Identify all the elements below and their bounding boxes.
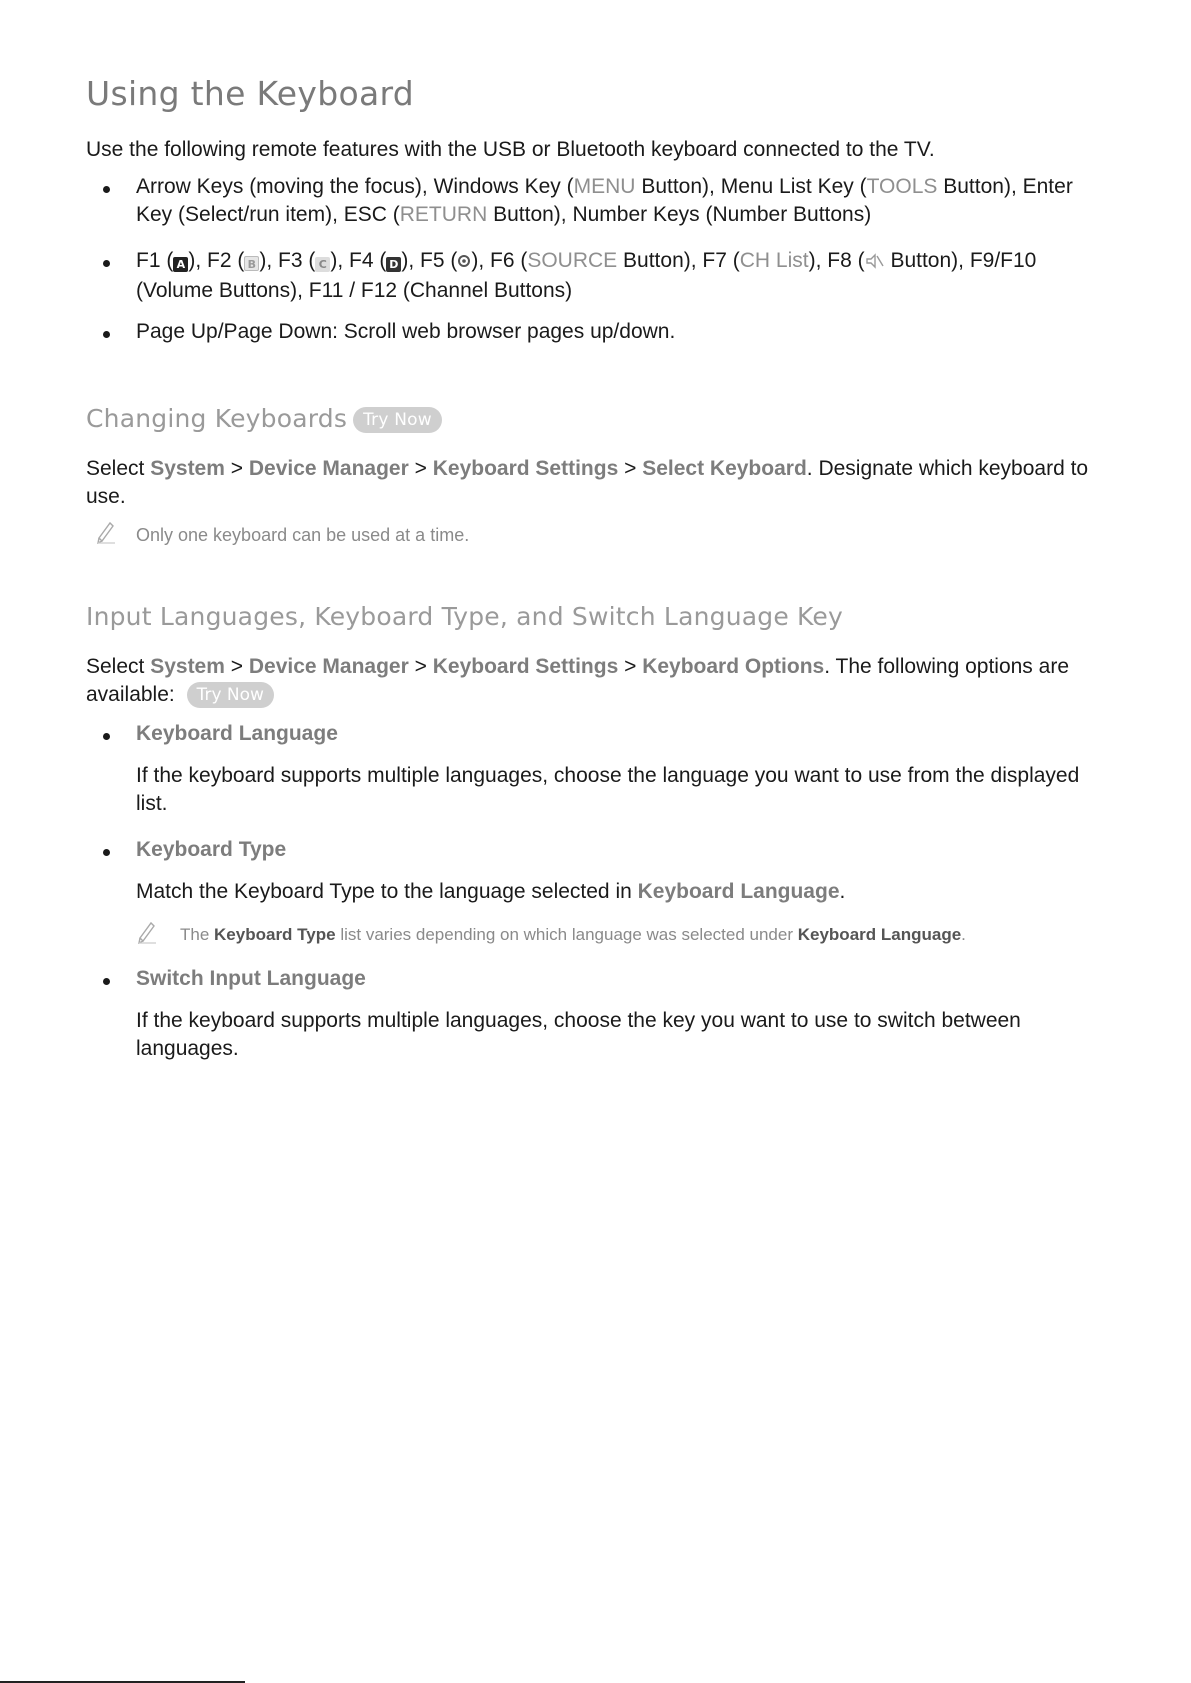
intro-text: Use the following remote features with the USB or Bluetooth keyboard connected to the TV. [86, 138, 935, 161]
return-button-ref: RETURN [399, 203, 488, 226]
section2-instructions [86, 653, 1116, 709]
bullet-dot [103, 331, 110, 338]
bullet-dot [103, 849, 110, 856]
try-now-button[interactable]: Try Now [187, 682, 274, 708]
text-span: ), F2 ( [188, 249, 245, 272]
path-separator: > [224, 655, 249, 678]
pencil-note-icon [95, 518, 117, 544]
menu-path-keyboard-settings: Keyboard Settings [432, 457, 619, 480]
note-bold-keyboard-type: Keyboard Type [214, 925, 336, 944]
bullet-dot [103, 260, 110, 267]
text-span: F1 ( [136, 249, 174, 272]
text-span: ), F3 ( [259, 249, 316, 272]
menu-path-system: System [150, 655, 225, 678]
text-span: . [961, 925, 966, 944]
text-span: list varies depending on which language was selected under [335, 925, 798, 944]
text-span: Select [86, 655, 151, 678]
text-span: . The following options are available: [86, 655, 1069, 706]
a-button-icon: A [173, 257, 188, 272]
path-separator: > [618, 655, 643, 678]
bullet-page-up-down: Page Up/Page Down: Scroll web browser pages up/down. [136, 320, 676, 343]
section1-note: Only one keyboard can be used at a time. [136, 525, 470, 545]
path-separator: > [408, 457, 433, 480]
text-span: Button), Number Keys (Number Buttons) [487, 203, 872, 226]
section-heading-input-languages: Input Languages, Keyboard Type, and Switch Language Key [86, 602, 843, 631]
text-span: Button), F7 ( [617, 249, 740, 272]
page-title: Using the Keyboard [86, 74, 415, 113]
option-label-keyboard-language: Keyboard Language [136, 722, 338, 745]
text-span: Arrow Keys (moving the focus), Windows Key ( [136, 175, 574, 198]
option-desc-keyboard-type [136, 878, 1096, 906]
try-now-button[interactable]: Try Now [353, 407, 442, 433]
mute-speaker-icon [865, 249, 885, 277]
section1-instructions [86, 455, 1116, 511]
menu-button-ref: MENU [573, 175, 636, 198]
text-span: . Designate which keyboard to use. [86, 457, 1089, 508]
path-separator: > [408, 655, 433, 678]
c-button-icon: C [315, 257, 330, 272]
settings-gear-icon [457, 249, 471, 277]
bullet-dot [103, 733, 110, 740]
text-span: ), F5 ( [401, 249, 458, 272]
path-separator: > [224, 457, 249, 480]
d-button-icon: D [386, 257, 401, 272]
text-span: Button), Menu List Key ( [635, 175, 867, 198]
path-separator: > [618, 457, 643, 480]
section-heading-changing-keyboards [86, 404, 442, 433]
pencil-note-icon [136, 918, 158, 944]
menu-path-select-keyboard: Select Keyboard [642, 457, 807, 480]
keyboard-language-ref: Keyboard Language [637, 880, 840, 903]
text-span: Button), Enter Key (Select/run item), ESC ( [136, 175, 1073, 226]
source-button-ref: SOURCE [527, 249, 618, 272]
text-span: . [839, 880, 846, 903]
text-span: ), F6 ( [471, 249, 528, 272]
option-desc-keyboard-language: If the keyboard supports multiple languages, choose the language you want to use from the displayed list. [136, 764, 1080, 815]
bullet-arrow-keys [136, 173, 1096, 229]
text-span: ), F4 ( [330, 249, 387, 272]
text-span: ), F8 ( [808, 249, 865, 272]
menu-path-device-manager: Device Manager [248, 655, 409, 678]
bullet-dot [103, 186, 110, 193]
option-desc-switch-input-language: If the keyboard supports multiple languages, choose the key you want to use to switch between languages. [136, 1009, 1021, 1060]
menu-path-keyboard-settings: Keyboard Settings [432, 655, 619, 678]
heading-text: Changing Keyboards [86, 404, 348, 433]
tools-button-ref: TOOLS [866, 175, 938, 198]
b-button-icon: B [244, 256, 259, 271]
text-span: Button), F9/F10 (Volume Buttons), F11 / F12 (Channel Buttons) [136, 249, 1037, 302]
text-span: Match the Keyboard Type to the language selected in [136, 880, 638, 903]
note-bold-keyboard-language: Keyboard Language [797, 925, 962, 944]
menu-path-system: System [150, 457, 225, 480]
text-span: Select [86, 457, 151, 480]
bullet-function-keys [136, 247, 1096, 305]
option-label-switch-input-language: Switch Input Language [136, 967, 366, 990]
menu-path-keyboard-options: Keyboard Options [642, 655, 825, 678]
option-label-keyboard-type: Keyboard Type [136, 838, 287, 861]
ch-list-ref: CH List [739, 249, 809, 272]
keyboard-type-note [180, 925, 966, 945]
menu-path-device-manager: Device Manager [248, 457, 409, 480]
bullet-dot [103, 978, 110, 985]
text-span: The [180, 925, 215, 944]
